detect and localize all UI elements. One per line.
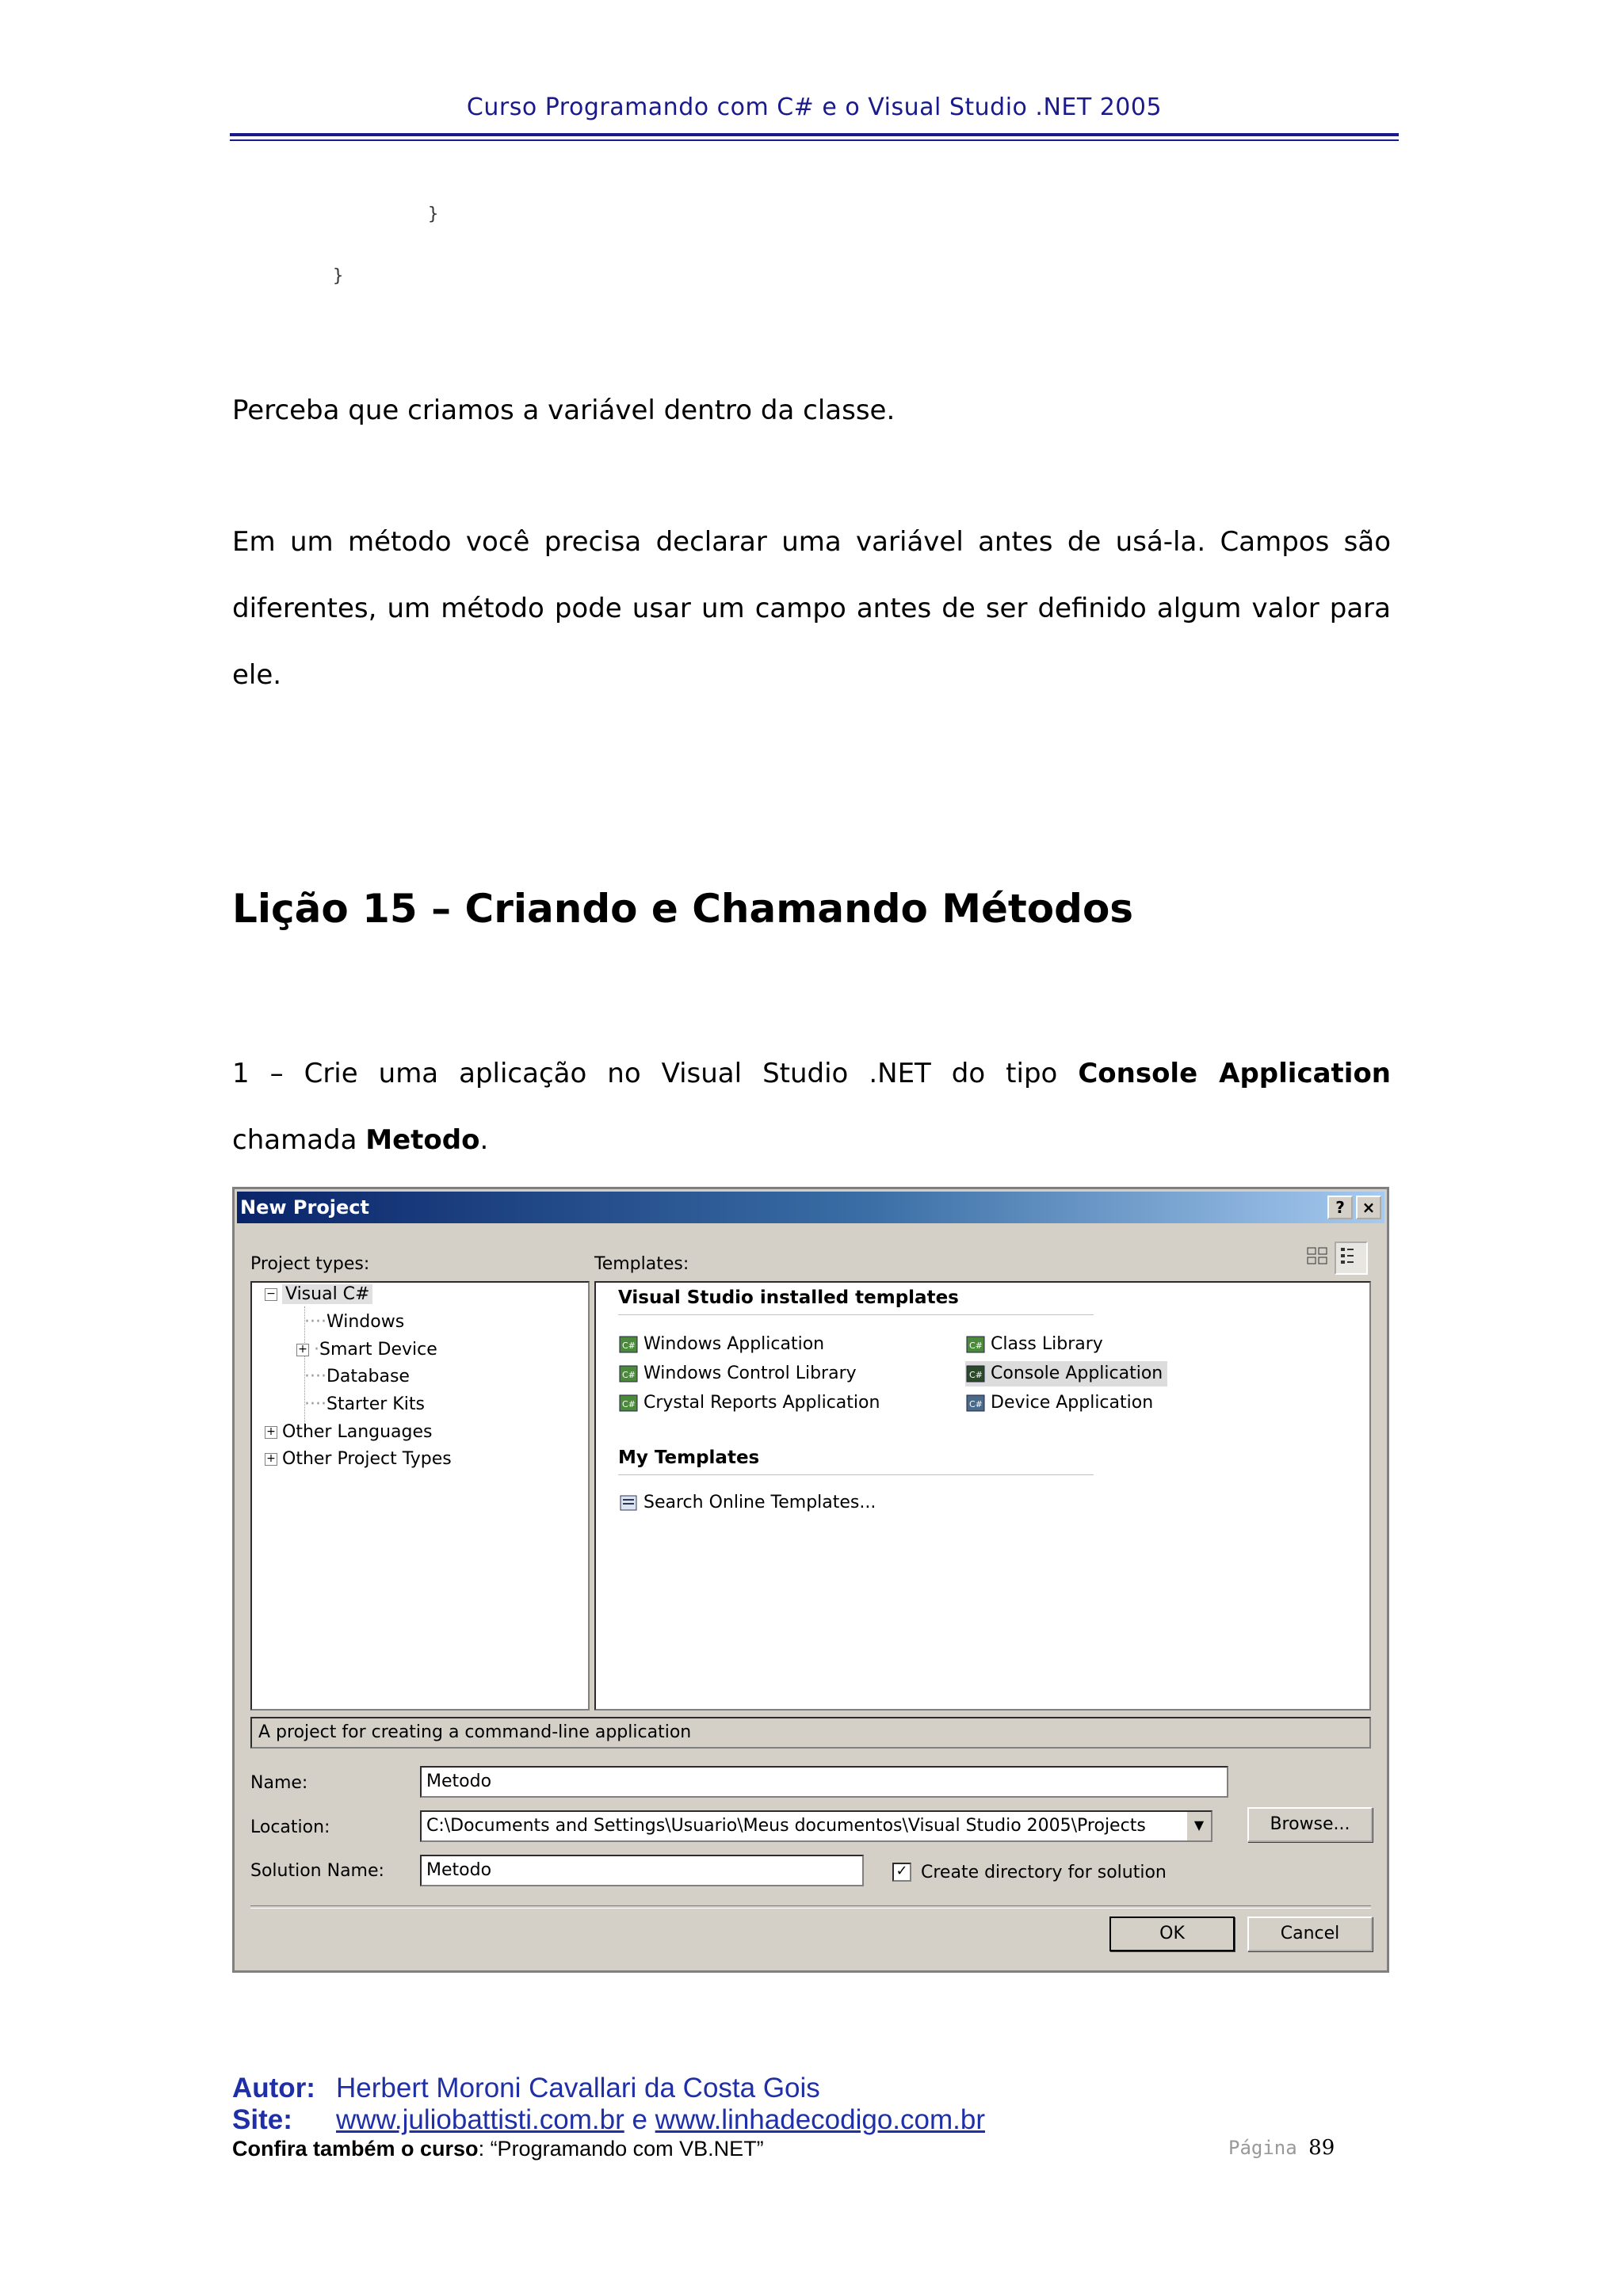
templates-label: Templates: (594, 1254, 689, 1274)
my-templates-header: My Templates (618, 1447, 760, 1468)
header-rule (230, 133, 1399, 136)
site-link-2[interactable]: www.linhadecodigo.com.br (655, 2104, 985, 2135)
small-icons-view-icon[interactable] (1335, 1241, 1368, 1275)
csharp-project-icon (965, 1363, 987, 1384)
page-header-title: Curso Programando com C# e o Visual Studio .NET 2005 (466, 93, 1163, 121)
template-windows-control-library[interactable]: C# Windows Control Library (618, 1361, 857, 1386)
dialog-titlebar[interactable] (237, 1192, 1384, 1223)
tree-item-database[interactable]: ····Database (304, 1367, 410, 1386)
step-line (232, 1040, 1391, 1107)
footer-confira (232, 2137, 764, 2161)
csharp-project-icon (965, 1393, 987, 1413)
ok-button[interactable]: OK (1109, 1917, 1235, 1951)
chevron-down-icon[interactable]: ▼ (1186, 1812, 1211, 1840)
footer-site: Site: www.juliobattisti.com.br e www.linhadecodigo.com.br (232, 2104, 985, 2135)
separator (618, 1314, 1094, 1315)
solution-name-input[interactable]: Metodo (420, 1855, 864, 1886)
svg-text:C#: C# (969, 1370, 983, 1380)
project-name-bold: Metodo (365, 1124, 480, 1156)
footer-author (232, 2073, 820, 2104)
confira-label: Confira também o curso (232, 2137, 479, 2161)
lesson-heading: Lição 15 – Criando e Chamando Métodos (232, 886, 1134, 932)
step-bold: Console Application (1078, 1058, 1392, 1089)
divider (250, 1905, 1371, 1909)
paragraph: Perceba que criamos a variável dentro da classe. (232, 395, 896, 426)
cancel-button[interactable]: Cancel (1247, 1917, 1373, 1951)
paragraph-line: ele. (232, 659, 282, 691)
step-line: chamada Metodo. (232, 1124, 489, 1156)
installed-templates-header: Visual Studio installed templates (618, 1287, 959, 1308)
author-name: Herbert Moroni Cavallari da Costa Gois (336, 2073, 820, 2103)
tree-item-smart-device[interactable]: + ·Smart Device (296, 1340, 437, 1360)
template-windows-application[interactable]: C# Windows Application (618, 1332, 824, 1357)
svg-text:C#: C# (622, 1399, 636, 1409)
header-rule-thin (230, 139, 1399, 141)
create-directory-label: Create directory for solution (921, 1863, 1167, 1882)
paragraph-line: diferentes, um método pode usar um campo antes de ser definido algum valor para (232, 593, 1391, 624)
site-label: Site: (232, 2104, 292, 2135)
tree-item-other-languages[interactable]: + Other Languages (265, 1422, 433, 1442)
name-label: Name: (250, 1773, 308, 1793)
tree-item-other-project-types[interactable]: + Other Project Types (265, 1449, 452, 1469)
new-project-dialog (232, 1187, 1389, 1973)
dialog-title: New Project (240, 1196, 370, 1219)
template-class-library[interactable]: C# Class Library (965, 1332, 1103, 1357)
browse-button[interactable]: Browse... (1247, 1807, 1373, 1842)
csharp-project-icon (618, 1334, 640, 1355)
online-templates-icon (618, 1493, 640, 1513)
paragraph-line: Em um método você precisa declarar uma variável antes de usá-la. Campos são (232, 526, 1391, 558)
expand-icon[interactable]: + (265, 1453, 277, 1466)
project-types-tree[interactable] (250, 1281, 590, 1711)
svg-text:C#: C# (622, 1370, 636, 1380)
template-description: A project for creating a command-line application (250, 1717, 1371, 1749)
svg-text:C#: C# (969, 1341, 983, 1351)
tree-item-starter-kits[interactable]: ····Starter Kits (304, 1394, 425, 1414)
step-text: 1 – Crie uma aplicação no Visual Studio .NET do tipo (232, 1058, 1079, 1089)
svg-text:C#: C# (622, 1341, 636, 1351)
project-types-label: Project types: (250, 1254, 370, 1274)
name-input[interactable]: Metodo (420, 1766, 1228, 1798)
location-label: Location: (250, 1817, 330, 1837)
close-button[interactable]: × (1356, 1196, 1381, 1219)
author-label: Autor: (232, 2073, 315, 2103)
help-button[interactable]: ? (1327, 1196, 1353, 1219)
template-search-online[interactable]: Search Online Templates... (618, 1490, 876, 1516)
svg-text:C#: C# (969, 1399, 983, 1409)
expand-icon[interactable]: + (296, 1344, 309, 1356)
site-link-1[interactable]: www.juliobattisti.com.br (336, 2104, 624, 2135)
csharp-project-icon (618, 1363, 640, 1384)
page-number: Página 89 (1228, 2136, 1335, 2160)
confira-text: : “Programando com VB.NET” (478, 2137, 764, 2161)
code-closing-brace: } (428, 204, 439, 224)
templates-list[interactable] (594, 1281, 1371, 1711)
csharp-project-icon (618, 1393, 640, 1413)
page-number-value: 89 (1308, 2136, 1335, 2160)
expand-icon[interactable]: + (265, 1426, 277, 1439)
code-closing-brace: } (333, 266, 344, 286)
csharp-project-icon (965, 1334, 987, 1355)
template-crystal-reports-application[interactable]: C# Crystal Reports Application (618, 1390, 880, 1416)
tree-item-visual-csharp[interactable]: − Visual C# (265, 1284, 372, 1304)
tree-item-windows[interactable]: ····Windows (304, 1312, 405, 1332)
template-console-application-selected[interactable]: C# Console Application (965, 1361, 1167, 1386)
separator (618, 1474, 1094, 1475)
create-directory-checkbox[interactable]: ✓ (892, 1863, 911, 1882)
location-combobox[interactable] (420, 1810, 1212, 1842)
location-value: C:\Documents and Settings\Usuario\Meus documentos\Visual Studio 2005\Projects (426, 1816, 1146, 1836)
step-text: chamada (232, 1124, 366, 1156)
collapse-icon[interactable]: − (265, 1288, 277, 1301)
solution-name-label: Solution Name: (250, 1861, 384, 1881)
template-device-application[interactable]: C# Device Application (965, 1390, 1153, 1416)
large-icons-view-icon[interactable] (1304, 1241, 1331, 1272)
